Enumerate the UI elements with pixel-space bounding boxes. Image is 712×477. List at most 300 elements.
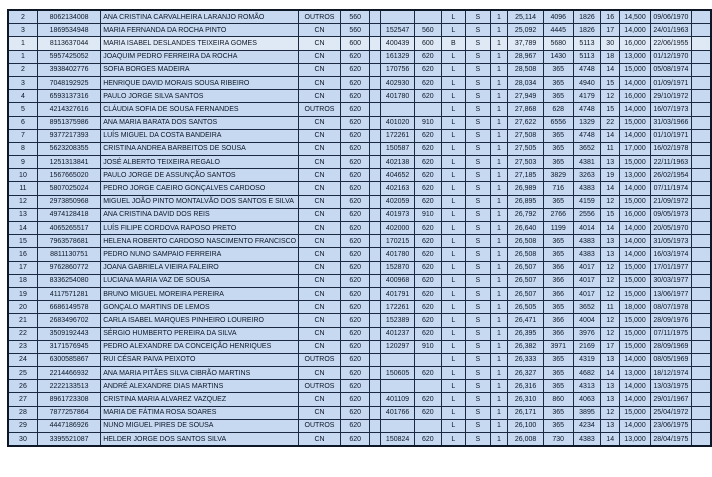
cell-group_code[interactable]: 620 [340,353,370,366]
cell-value_main[interactable]: 26,395 [508,327,544,340]
cell-reference_code[interactable]: 910 [415,116,442,129]
cell-value_b[interactable]: 4014 [573,222,601,235]
cell-date[interactable]: 05/08/1974 [650,63,691,76]
cell-letter_flag[interactable]: L [441,129,465,142]
cell-value_b[interactable]: 1826 [573,10,601,24]
cell-value_a[interactable]: 366 [543,314,573,327]
cell-full_name[interactable]: CRISTINA ANDREA BARBEITOS DE SOUSA [101,142,299,155]
cell-person_id[interactable]: 5957425052 [37,50,100,63]
cell-value_b[interactable]: 4682 [573,367,601,380]
cell-group_code[interactable]: 620 [340,169,370,182]
cell-reference_number[interactable]: 402930 [381,76,415,89]
cell-value_a[interactable]: 3971 [543,340,573,353]
cell-value_b[interactable]: 3652 [573,301,601,314]
cell-value_rate[interactable]: 14,000 [620,248,651,261]
cell-group_code[interactable]: 620 [340,142,370,155]
cell-full_name[interactable]: NUNO MIGUEL PIRES DE SOUSA [101,419,299,432]
cell-status_flag[interactable]: S [466,208,490,221]
cell-value_b[interactable]: 1329 [573,116,601,129]
cell-row_number[interactable]: 12 [8,195,37,208]
cell-count_flag[interactable]: 1 [490,419,508,432]
cell-status_flag[interactable]: S [466,50,490,63]
cell-date[interactable]: 30/03/1977 [650,274,691,287]
cell-reference_code[interactable]: 620 [415,156,442,169]
cell-value_a[interactable]: 1199 [543,222,573,235]
cell-reference_code[interactable] [415,10,442,24]
cell-full_name[interactable]: JOAQUIM PEDRO FERREIRA DA ROCHA [101,50,299,63]
cell-group_code[interactable]: 620 [340,406,370,419]
cell-date[interactable]: 24/01/1963 [650,24,691,37]
cell-reference_number[interactable]: 401020 [381,116,415,129]
cell-value_main[interactable]: 26,507 [508,274,544,287]
cell-reference_code[interactable]: 620 [415,195,442,208]
cell-status_flag[interactable]: S [466,37,490,50]
cell-trailing[interactable] [691,37,711,50]
cell-reference_number[interactable]: 152870 [381,261,415,274]
cell-date[interactable]: 20/05/1970 [650,222,691,235]
cell-value_a[interactable]: 365 [543,248,573,261]
cell-spacer[interactable] [370,248,381,261]
cell-full_name[interactable]: HENRIQUE DAVID MORAIS SOUSA RIBEIRO [101,76,299,89]
cell-status_flag[interactable]: S [466,63,490,76]
cell-value_main[interactable]: 26,008 [508,433,544,447]
cell-count_flag[interactable]: 1 [490,235,508,248]
cell-count_flag[interactable]: 1 [490,406,508,419]
cell-full_name[interactable]: LUÍS FILIPE CORDOVA RAPOSO PRETO [101,222,299,235]
cell-trailing[interactable] [691,222,711,235]
cell-full_name[interactable]: ANA CRISTINA DAVID DOS REIS [101,208,299,221]
cell-reference_code[interactable]: 600 [415,37,442,50]
cell-trailing[interactable] [691,116,711,129]
cell-value_main[interactable]: 28,508 [508,63,544,76]
cell-count_flag[interactable]: 1 [490,353,508,366]
cell-spacer[interactable] [370,367,381,380]
cell-value_main[interactable]: 26,508 [508,235,544,248]
cell-value_b[interactable]: 4319 [573,353,601,366]
cell-letter_flag[interactable]: L [441,103,465,116]
cell-full_name[interactable]: RUI CÉSAR PAIVA PEIXOTO [101,353,299,366]
cell-count_flag[interactable]: 1 [490,340,508,353]
cell-row_number[interactable]: 20 [8,301,37,314]
cell-trailing[interactable] [691,367,711,380]
cell-value_a[interactable]: 366 [543,287,573,300]
cell-value_b[interactable]: 4383 [573,182,601,195]
cell-count_flag[interactable]: 1 [490,10,508,24]
cell-row_number[interactable]: 13 [8,208,37,221]
cell-status_flag[interactable]: S [466,419,490,432]
cell-person_id[interactable]: 2973850968 [37,195,100,208]
cell-count_flag[interactable]: 1 [490,287,508,300]
cell-trailing[interactable] [691,301,711,314]
cell-spacer[interactable] [370,208,381,221]
cell-value_b[interactable]: 1826 [573,24,601,37]
cell-date[interactable]: 29/10/1972 [650,90,691,103]
cell-reference_number[interactable]: 401780 [381,90,415,103]
cell-letter_flag[interactable]: L [441,287,465,300]
cell-trailing[interactable] [691,340,711,353]
cell-letter_flag[interactable]: L [441,50,465,63]
cell-value_a[interactable]: 365 [543,380,573,393]
cell-value_c[interactable]: 11 [601,301,620,314]
cell-full_name[interactable]: JOANA GABRIELA VIEIRA FALEIRO [101,261,299,274]
cell-trailing[interactable] [691,90,711,103]
cell-date[interactable]: 16/03/1974 [650,248,691,261]
cell-value_rate[interactable]: 13,000 [620,169,651,182]
cell-reference_code[interactable]: 620 [415,50,442,63]
cell-spacer[interactable] [370,63,381,76]
cell-spacer[interactable] [370,393,381,406]
cell-value_main[interactable]: 26,508 [508,248,544,261]
cell-date[interactable]: 22/11/1963 [650,156,691,169]
cell-value_c[interactable]: 14 [601,129,620,142]
cell-value_a[interactable]: 365 [543,129,573,142]
cell-value_c[interactable]: 14 [601,367,620,380]
cell-reference_code[interactable]: 620 [415,367,442,380]
cell-value_rate[interactable]: 14,000 [620,103,651,116]
cell-person_id[interactable]: 3395521087 [37,433,100,447]
cell-value_a[interactable]: 365 [543,63,573,76]
cell-status_flag[interactable]: S [466,24,490,37]
cell-letter_flag[interactable]: L [441,76,465,89]
cell-value_rate[interactable]: 15,000 [620,287,651,300]
cell-count_flag[interactable]: 1 [490,327,508,340]
cell-value_a[interactable]: 5680 [543,37,573,50]
cell-row_number[interactable]: 9 [8,156,37,169]
cell-count_flag[interactable]: 1 [490,182,508,195]
cell-category[interactable]: CN [299,340,341,353]
cell-person_id[interactable]: 1869534948 [37,24,100,37]
cell-value_main[interactable]: 26,333 [508,353,544,366]
cell-group_code[interactable]: 560 [340,24,370,37]
cell-status_flag[interactable]: S [466,90,490,103]
cell-value_a[interactable]: 366 [543,261,573,274]
cell-status_flag[interactable]: S [466,393,490,406]
cell-trailing[interactable] [691,10,711,24]
cell-letter_flag[interactable]: L [441,274,465,287]
cell-count_flag[interactable]: 1 [490,380,508,393]
cell-letter_flag[interactable]: L [441,380,465,393]
cell-group_code[interactable]: 560 [340,10,370,24]
cell-person_id[interactable]: 4447186926 [37,419,100,432]
cell-spacer[interactable] [370,261,381,274]
cell-full_name[interactable]: BRUNO MIGUEL MOREIRA PEREIRA [101,287,299,300]
cell-value_b[interactable]: 4383 [573,235,601,248]
cell-value_c[interactable]: 13 [601,393,620,406]
cell-trailing[interactable] [691,433,711,447]
cell-value_rate[interactable]: 15,000 [620,340,651,353]
cell-value_rate[interactable]: 15,000 [620,274,651,287]
cell-value_b[interactable]: 4313 [573,380,601,393]
cell-value_rate[interactable]: 17,000 [620,142,651,155]
cell-category[interactable]: OUTROS [299,380,341,393]
cell-spacer[interactable] [370,129,381,142]
cell-count_flag[interactable]: 1 [490,63,508,76]
cell-reference_code[interactable]: 620 [415,76,442,89]
cell-value_b[interactable]: 5113 [573,37,601,50]
cell-reference_number[interactable]: 401973 [381,208,415,221]
cell-letter_flag[interactable]: L [441,433,465,447]
cell-reference_number[interactable]: 401109 [381,393,415,406]
cell-category[interactable]: CN [299,195,341,208]
cell-person_id[interactable]: 8113637044 [37,37,100,50]
cell-category[interactable]: CN [299,208,341,221]
cell-letter_flag[interactable]: L [441,63,465,76]
cell-value_b[interactable]: 5113 [573,50,601,63]
cell-value_b[interactable]: 2556 [573,208,601,221]
cell-value_main[interactable]: 28,967 [508,50,544,63]
cell-reference_code[interactable] [415,380,442,393]
cell-value_c[interactable]: 12 [601,327,620,340]
cell-date[interactable]: 26/02/1954 [650,169,691,182]
cell-value_c[interactable]: 22 [601,116,620,129]
cell-letter_flag[interactable]: L [441,90,465,103]
cell-group_code[interactable]: 620 [340,129,370,142]
cell-row_number[interactable]: 16 [8,248,37,261]
cell-value_a[interactable]: 365 [543,235,573,248]
cell-person_id[interactable]: 7048192925 [37,76,100,89]
cell-group_code[interactable]: 620 [340,274,370,287]
cell-group_code[interactable]: 620 [340,222,370,235]
cell-group_code[interactable]: 620 [340,367,370,380]
cell-value_rate[interactable]: 13,000 [620,50,651,63]
cell-value_a[interactable]: 2766 [543,208,573,221]
cell-trailing[interactable] [691,274,711,287]
cell-letter_flag[interactable]: L [441,24,465,37]
cell-letter_flag[interactable]: B [441,37,465,50]
cell-status_flag[interactable]: S [466,10,490,24]
cell-reference_code[interactable]: 620 [415,314,442,327]
cell-full_name[interactable]: PEDRO ALEXANDRE DA CONCEIÇÃO HENRIQUES [101,340,299,353]
cell-value_b[interactable]: 3652 [573,142,601,155]
cell-status_flag[interactable]: S [466,367,490,380]
cell-count_flag[interactable]: 1 [490,393,508,406]
cell-value_rate[interactable]: 15,000 [620,116,651,129]
cell-value_b[interactable]: 2169 [573,340,601,353]
cell-value_main[interactable]: 26,171 [508,406,544,419]
cell-letter_flag[interactable]: L [441,116,465,129]
cell-reference_code[interactable]: 910 [415,208,442,221]
cell-value_a[interactable]: 4096 [543,10,573,24]
cell-count_flag[interactable]: 1 [490,208,508,221]
cell-reference_code[interactable]: 620 [415,274,442,287]
cell-date[interactable]: 18/12/1974 [650,367,691,380]
cell-count_flag[interactable]: 1 [490,248,508,261]
cell-value_c[interactable]: 12 [601,314,620,327]
cell-full_name[interactable]: ANDRÉ ALEXANDRE DIAS MARTINS [101,380,299,393]
cell-status_flag[interactable]: S [466,433,490,447]
cell-reference_code[interactable]: 620 [415,169,442,182]
cell-value_main[interactable]: 27,622 [508,116,544,129]
cell-full_name[interactable]: MARIA FERNANDA DA ROCHA PINTO [101,24,299,37]
cell-count_flag[interactable]: 1 [490,142,508,155]
cell-letter_flag[interactable]: L [441,340,465,353]
cell-value_a[interactable]: 365 [543,406,573,419]
cell-value_main[interactable]: 26,100 [508,419,544,432]
cell-spacer[interactable] [370,182,381,195]
cell-spacer[interactable] [370,419,381,432]
cell-full_name[interactable]: MARIA DE FÁTIMA ROSA SOARES [101,406,299,419]
cell-row_number[interactable]: 6 [8,116,37,129]
cell-person_id[interactable]: 5623208355 [37,142,100,155]
cell-value_main[interactable]: 28,034 [508,76,544,89]
cell-spacer[interactable] [370,380,381,393]
cell-value_main[interactable]: 26,989 [508,182,544,195]
cell-full_name[interactable]: CRISTINA MARIA ALVAREZ VAZQUEZ [101,393,299,406]
cell-date[interactable]: 13/06/1977 [650,287,691,300]
cell-value_a[interactable]: 730 [543,433,573,447]
cell-full_name[interactable]: SOFIA BORGES MADEIRA [101,63,299,76]
cell-reference_code[interactable]: 620 [415,142,442,155]
cell-reference_code[interactable]: 620 [415,90,442,103]
cell-group_code[interactable]: 620 [340,235,370,248]
cell-full_name[interactable]: PAULO JORGE SILVA SANTOS [101,90,299,103]
cell-value_main[interactable]: 26,895 [508,195,544,208]
cell-reference_code[interactable]: 620 [415,433,442,447]
cell-count_flag[interactable]: 1 [490,274,508,287]
cell-value_rate[interactable]: 14,000 [620,182,651,195]
cell-value_b[interactable]: 3976 [573,327,601,340]
cell-category[interactable]: CN [299,235,341,248]
cell-full_name[interactable]: LUCIANA MARIA VAZ DE SOUSA [101,274,299,287]
cell-reference_number[interactable] [381,380,415,393]
cell-value_main[interactable]: 37,789 [508,37,544,50]
cell-value_rate[interactable]: 16,000 [620,37,651,50]
cell-status_flag[interactable]: S [466,380,490,393]
cell-value_c[interactable]: 15 [601,76,620,89]
cell-status_flag[interactable]: S [466,76,490,89]
cell-person_id[interactable]: 1251313841 [37,156,100,169]
cell-spacer[interactable] [370,76,381,89]
cell-row_number[interactable]: 2 [8,10,37,24]
cell-person_id[interactable]: 3938402776 [37,63,100,76]
cell-reference_code[interactable]: 620 [415,222,442,235]
cell-value_b[interactable]: 3263 [573,169,601,182]
cell-value_a[interactable]: 716 [543,182,573,195]
cell-value_b[interactable]: 4004 [573,314,601,327]
cell-spacer[interactable] [370,274,381,287]
cell-date[interactable]: 31/03/1966 [650,116,691,129]
cell-status_flag[interactable]: S [466,156,490,169]
cell-value_rate[interactable]: 15,000 [620,63,651,76]
cell-full_name[interactable]: PAULO JORGE DE ASSUNÇÃO SANTOS [101,169,299,182]
cell-trailing[interactable] [691,63,711,76]
cell-trailing[interactable] [691,248,711,261]
cell-row_number[interactable]: 3 [8,24,37,37]
cell-person_id[interactable]: 7963578681 [37,235,100,248]
cell-spacer[interactable] [370,287,381,300]
cell-letter_flag[interactable]: L [441,393,465,406]
cell-person_id[interactable]: 8062134008 [37,10,100,24]
cell-reference_number[interactable]: 401791 [381,287,415,300]
cell-count_flag[interactable]: 1 [490,37,508,50]
cell-date[interactable]: 01/09/1971 [650,76,691,89]
cell-row_number[interactable]: 4 [8,90,37,103]
cell-letter_flag[interactable]: L [441,301,465,314]
cell-full_name[interactable]: CARLA ISABEL MARQUES PINHEIRO LOUREIRO [101,314,299,327]
cell-full_name[interactable]: PEDRO JORGE CAEIRO GONÇALVES CARDOSO [101,182,299,195]
cell-letter_flag[interactable]: L [441,142,465,155]
cell-value_rate[interactable]: 16,000 [620,90,651,103]
cell-full_name[interactable]: HELDER JORGE DOS SANTOS SILVA [101,433,299,447]
cell-status_flag[interactable]: S [466,169,490,182]
cell-value_c[interactable]: 18 [601,50,620,63]
cell-date[interactable]: 22/06/1955 [650,37,691,50]
cell-value_b[interactable]: 4383 [573,248,601,261]
cell-status_flag[interactable]: S [466,103,490,116]
cell-person_id[interactable]: 5807025024 [37,182,100,195]
cell-row_number[interactable]: 30 [8,433,37,447]
cell-value_a[interactable]: 365 [543,367,573,380]
cell-value_rate[interactable]: 14,000 [620,24,651,37]
cell-letter_flag[interactable]: L [441,222,465,235]
cell-full_name[interactable]: MARIA ISABEL DESLANDES TEIXEIRA GOMES [101,37,299,50]
cell-value_c[interactable]: 11 [601,142,620,155]
cell-reference_number[interactable]: 402059 [381,195,415,208]
cell-value_rate[interactable]: 16,000 [620,208,651,221]
cell-status_flag[interactable]: S [466,261,490,274]
cell-value_a[interactable]: 3829 [543,169,573,182]
cell-row_number[interactable]: 1 [8,50,37,63]
cell-letter_flag[interactable]: L [441,419,465,432]
cell-count_flag[interactable]: 1 [490,129,508,142]
cell-reference_code[interactable] [415,353,442,366]
cell-person_id[interactable]: 3171576945 [37,340,100,353]
cell-group_code[interactable]: 620 [340,182,370,195]
cell-trailing[interactable] [691,235,711,248]
cell-value_c[interactable]: 17 [601,340,620,353]
cell-count_flag[interactable]: 1 [490,314,508,327]
cell-value_c[interactable]: 13 [601,419,620,432]
cell-reference_number[interactable]: 400439 [381,37,415,50]
cell-person_id[interactable]: 1567665020 [37,169,100,182]
cell-row_number[interactable]: 14 [8,222,37,235]
cell-count_flag[interactable]: 1 [490,116,508,129]
cell-count_flag[interactable]: 1 [490,169,508,182]
cell-value_main[interactable]: 27,949 [508,90,544,103]
cell-reference_code[interactable]: 620 [415,261,442,274]
cell-reference_code[interactable]: 620 [415,393,442,406]
cell-letter_flag[interactable]: L [441,327,465,340]
cell-reference_number[interactable]: 172261 [381,129,415,142]
cell-date[interactable]: 13/03/1975 [650,380,691,393]
cell-group_code[interactable]: 620 [340,90,370,103]
cell-full_name[interactable]: ANA MARIA BARATA DOS SANTOS [101,116,299,129]
cell-trailing[interactable] [691,419,711,432]
cell-reference_code[interactable]: 620 [415,235,442,248]
cell-reference_number[interactable]: 402000 [381,222,415,235]
cell-reference_number[interactable]: 120297 [381,340,415,353]
cell-full_name[interactable]: MIGUEL JOÃO PINTO MONTALVÃO DOS SANTOS E SILVA [101,195,299,208]
cell-trailing[interactable] [691,287,711,300]
cell-reference_code[interactable]: 620 [415,327,442,340]
cell-status_flag[interactable]: S [466,129,490,142]
cell-reference_code[interactable]: 620 [415,248,442,261]
cell-group_code[interactable]: 620 [340,195,370,208]
cell-value_main[interactable]: 25,114 [508,10,544,24]
cell-category[interactable]: CN [299,222,341,235]
cell-value_c[interactable]: 12 [601,287,620,300]
cell-reference_number[interactable]: 161329 [381,50,415,63]
cell-group_code[interactable]: 620 [340,340,370,353]
cell-count_flag[interactable]: 1 [490,367,508,380]
cell-count_flag[interactable]: 1 [490,24,508,37]
cell-value_b[interactable]: 4017 [573,261,601,274]
cell-category[interactable]: CN [299,129,341,142]
cell-spacer[interactable] [370,301,381,314]
cell-category[interactable]: CN [299,63,341,76]
cell-trailing[interactable] [691,142,711,155]
cell-spacer[interactable] [370,327,381,340]
